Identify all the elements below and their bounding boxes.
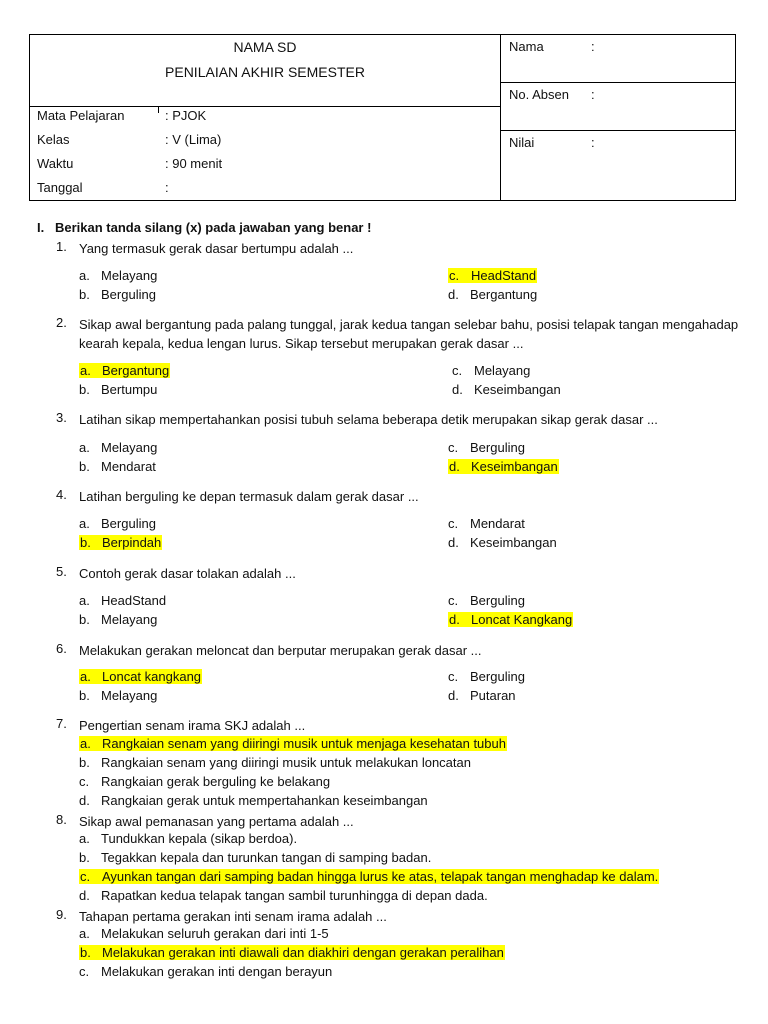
option-letter: a. (79, 593, 90, 608)
option-text: Melayang (101, 268, 158, 283)
option-text: Loncat kangkang (102, 669, 202, 684)
field-value: : (165, 180, 169, 195)
field-colon: : (591, 87, 595, 102)
field-value: : PJOK (165, 108, 207, 123)
question-number: 9. (56, 907, 67, 922)
field-absence-number[interactable] (501, 83, 735, 131)
option-text: Mendarat (470, 516, 525, 531)
option-letter: c. (449, 268, 460, 283)
correct-answer-highlight (448, 612, 573, 627)
option-letter: a. (79, 516, 90, 531)
question-text: Latihan berguling ke depan termasuk dalam gerak dasar ... (79, 489, 419, 504)
option-letter: a. (80, 736, 91, 751)
option-8a[interactable] (79, 831, 297, 846)
option-text: Melayang (101, 440, 158, 455)
field-label: Kelas (37, 132, 70, 147)
option-8c[interactable] (79, 869, 659, 884)
correct-answer-highlight (79, 869, 659, 884)
option-text: Bergantung (470, 287, 538, 302)
option-5a[interactable] (79, 593, 166, 608)
option-text: Ayunkan tangan dari samping badan hingga lurus ke atas, telapak tangan menghadap ke dalam. (102, 869, 659, 884)
option-text: Bergantung (102, 363, 170, 378)
question-text: Sikap awal bergantung pada palang tunggal, jarak kedua tangan selebar bahu, posisi telapak tangan mengahadap kearah kepala, kedua lengan lurus. Sikap tersebut merupakan gerak dasar ... (79, 317, 739, 351)
option-letter: a. (79, 268, 90, 283)
correct-answer-highlight (79, 535, 162, 550)
option-text: Rapatkan kedua telapak tangan sambil turunhingga di depan dada. (101, 888, 488, 903)
question-text: Sikap awal pemanasan yang pertama adalah ... (79, 814, 354, 829)
field-name[interactable] (501, 35, 735, 83)
correct-answer-highlight (79, 363, 170, 378)
field-label: Waktu (37, 156, 74, 171)
option-text: Bertumpu (101, 382, 158, 397)
option-1a[interactable] (79, 268, 157, 283)
option-7a[interactable] (79, 736, 507, 751)
correct-answer-highlight (79, 736, 507, 751)
field-colon: : (591, 39, 595, 54)
question-number: 6. (56, 641, 67, 656)
option-3d[interactable] (448, 459, 559, 474)
field-label: Nilai (509, 135, 535, 150)
option-9a[interactable] (79, 926, 329, 941)
option-text: Keseimbangan (474, 382, 561, 397)
option-text: Rangkaian senam yang diiringi musik untuk melakukan loncatan (101, 755, 471, 770)
option-letter: c. (79, 964, 90, 979)
question-text: Latihan sikap mempertahankan posisi tubuh selama beberapa detik merupakan sikap gerak dasar ... (79, 412, 658, 427)
field-value: : V (Lima) (165, 132, 222, 147)
option-letter: a. (79, 831, 90, 846)
option-letter: a. (80, 363, 91, 378)
field-label: Nama (509, 39, 544, 54)
option-text: Keseimbangan (471, 459, 558, 474)
option-3a[interactable] (79, 440, 157, 455)
option-text: Keseimbangan (470, 535, 557, 550)
question-number: 8. (56, 812, 67, 827)
option-letter: b. (79, 459, 90, 474)
correct-answer-highlight (448, 459, 559, 474)
option-3c[interactable] (448, 440, 525, 455)
option-text: Loncat Kangkang (471, 612, 573, 627)
question-number: 1. (56, 239, 67, 254)
option-2a[interactable] (79, 363, 170, 378)
option-1b[interactable] (79, 287, 156, 302)
option-text: Berguling (470, 440, 525, 455)
field-label: Mata Pelajaran (37, 108, 125, 123)
option-5d[interactable] (448, 612, 573, 627)
option-4c[interactable] (448, 516, 525, 531)
option-text: HeadStand (101, 593, 167, 608)
option-letter: b. (79, 287, 90, 302)
option-letter: d. (448, 688, 459, 703)
option-2b[interactable] (79, 382, 157, 397)
option-letter: c. (79, 774, 90, 789)
school-title-cell (30, 35, 501, 107)
option-1d[interactable] (448, 287, 537, 302)
option-6d[interactable] (448, 688, 516, 703)
option-2c[interactable] (452, 363, 530, 378)
option-text: HeadStand (471, 268, 537, 283)
section-numeral: I. (37, 220, 45, 235)
option-letter: d. (452, 382, 463, 397)
option-letter: c. (452, 363, 463, 378)
field-value: : 90 menit (165, 156, 223, 171)
field-colon: : (591, 135, 595, 150)
option-text: Berguling (101, 287, 156, 302)
option-7c[interactable] (79, 774, 330, 789)
question-number: 7. (56, 716, 67, 731)
option-letter: b. (79, 755, 90, 770)
correct-answer-highlight (79, 945, 505, 960)
question-number: 5. (56, 564, 67, 579)
question-number: 4. (56, 487, 67, 502)
option-5c[interactable] (448, 593, 525, 608)
option-7b[interactable] (79, 755, 471, 770)
option-text: Melayang (101, 612, 158, 627)
option-letter: d. (448, 535, 459, 550)
option-letter: c. (448, 516, 459, 531)
option-9c[interactable] (79, 964, 332, 979)
option-letter: a. (80, 669, 91, 684)
correct-answer-highlight (79, 669, 202, 684)
option-text: Rangkaian gerak berguling ke belakang (101, 774, 331, 789)
option-8b[interactable] (79, 850, 431, 865)
field-score[interactable] (501, 131, 735, 200)
option-4a[interactable] (79, 516, 156, 531)
option-letter: a. (79, 440, 90, 455)
student-info-cell (501, 35, 735, 200)
option-text: Melakukan seluruh gerakan dari inti 1-5 (101, 926, 329, 941)
school-name: NAMA SD (233, 39, 297, 55)
option-text: Mendarat (101, 459, 156, 474)
question-text: Yang termasuk gerak dasar bertumpu adalah ... (79, 241, 354, 256)
option-1c[interactable] (448, 268, 537, 283)
option-text: Tundukkan kepala (sikap berdoa). (101, 831, 298, 846)
option-text: Melayang (474, 363, 531, 378)
option-text: Rangkaian senam yang diiringi musik untuk menjaga kesehatan tubuh (102, 736, 506, 751)
option-letter: c. (448, 669, 459, 684)
option-letter: d. (448, 287, 459, 302)
option-text: Putaran (470, 688, 516, 703)
option-text: Melakukan gerakan inti diawali dan diakhiri dengan gerakan peralihan (102, 945, 504, 960)
option-letter: c. (80, 869, 91, 884)
correct-answer-highlight (448, 268, 537, 283)
option-6a[interactable] (79, 669, 202, 684)
option-4d[interactable] (448, 535, 557, 550)
exam-info-cell (30, 107, 501, 200)
option-6b[interactable] (79, 688, 157, 703)
option-text: Berguling (470, 669, 525, 684)
option-text: Berpindah (102, 535, 162, 550)
option-2d[interactable] (452, 382, 561, 397)
header-table (29, 34, 736, 201)
exam-name: PENILAIAN AKHIR SEMESTER (165, 64, 365, 80)
section-instruction: Berikan tanda silang (x) pada jawaban yang benar ! (55, 220, 372, 235)
question-number: 3. (56, 410, 67, 425)
option-letter: b. (79, 688, 90, 703)
option-text: Tegakkan kepala dan turunkan tangan di samping badan. (101, 850, 432, 865)
question-text: Melakukan gerakan meloncat dan berputar merupakan gerak dasar ... (79, 643, 482, 658)
option-letter: b. (80, 535, 91, 550)
question-text: Pengertian senam irama SKJ adalah ... (79, 718, 306, 733)
option-letter: b. (79, 612, 90, 627)
option-letter: d. (79, 888, 90, 903)
option-letter: d. (449, 612, 460, 627)
option-7d[interactable] (79, 793, 428, 808)
field-label: No. Absen (509, 87, 569, 102)
question-number: 2. (56, 315, 67, 330)
option-letter: b. (79, 382, 90, 397)
option-text: Berguling (101, 516, 156, 531)
option-text: Rangkaian gerak untuk mempertahankan keseimbangan (101, 793, 428, 808)
option-letter: b. (79, 850, 90, 865)
section-heading (37, 220, 371, 235)
field-label: Tanggal (37, 180, 83, 195)
question-text: Contoh gerak dasar tolakan adalah ... (79, 566, 296, 581)
column-divider (158, 107, 159, 113)
option-letter: d. (79, 793, 90, 808)
question-text: Tahapan pertama gerakan inti senam irama adalah ... (79, 909, 387, 924)
option-text: Berguling (470, 593, 525, 608)
option-text: Melakukan gerakan inti dengan berayun (101, 964, 333, 979)
option-letter: d. (449, 459, 460, 474)
option-letter: a. (79, 926, 90, 941)
option-letter: c. (448, 593, 459, 608)
option-4b[interactable] (79, 535, 162, 550)
option-letter: b. (80, 945, 91, 960)
option-6c[interactable] (448, 669, 525, 684)
option-8d[interactable] (79, 888, 488, 903)
option-3b[interactable] (79, 459, 156, 474)
option-9b[interactable] (79, 945, 505, 960)
option-letter: c. (448, 440, 459, 455)
option-5b[interactable] (79, 612, 157, 627)
option-text: Melayang (101, 688, 158, 703)
